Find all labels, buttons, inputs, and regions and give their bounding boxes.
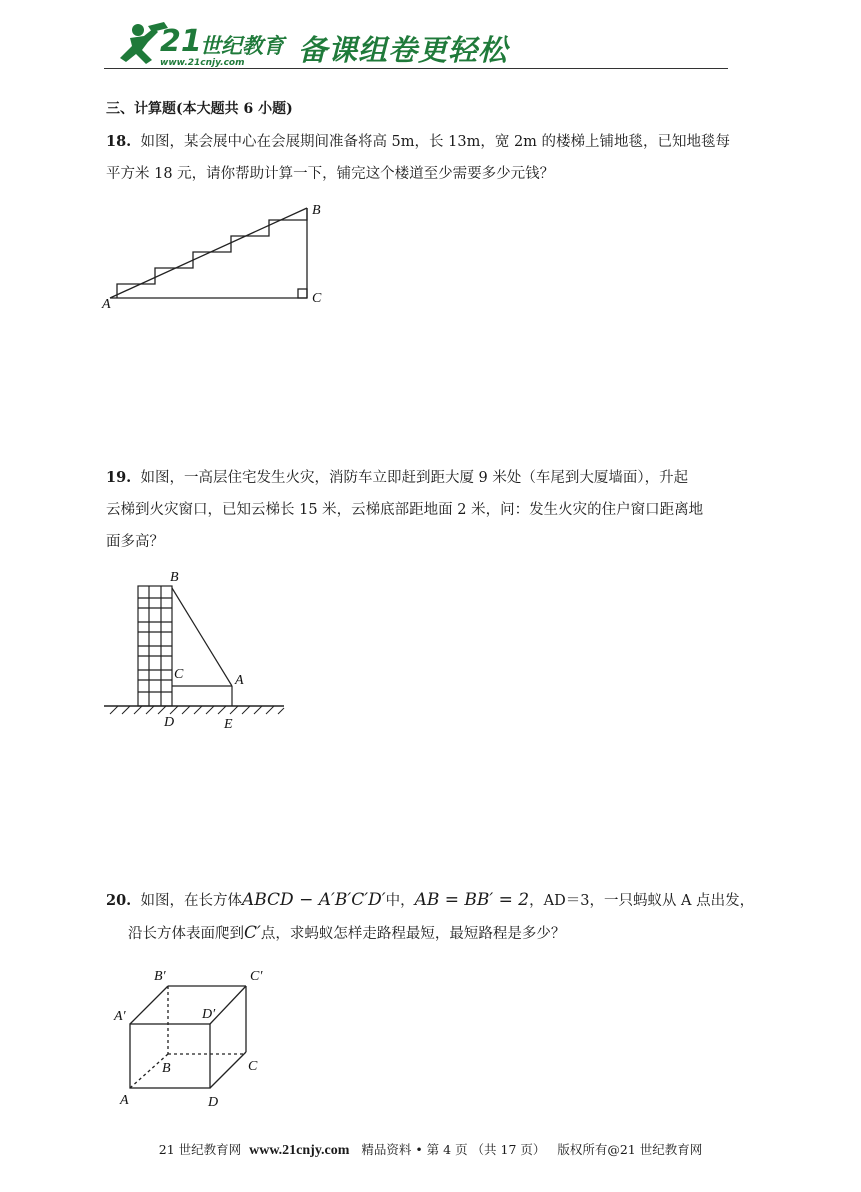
question-text: 点，求蚂蚁怎样走路程最短，最短路程是多少？ [260, 926, 566, 942]
edge-d1c1 [210, 986, 246, 1024]
question-text-line: 如图，一高层住宅发生火灾，消防车立即赶到距大厦 9 米处（车尾到大厦墙面），升起 [140, 470, 689, 486]
footer-copyright: 版权所有@21 世纪教育网 [557, 1142, 703, 1157]
edge-dc [210, 1052, 246, 1088]
hidden-edges [130, 986, 246, 1088]
question-text: 中， [385, 893, 415, 909]
staircase-figure [100, 196, 340, 316]
question-number: 20. [106, 892, 132, 909]
slogan: 备课组卷更轻松 [298, 33, 509, 67]
label-b-prime: B′ [154, 969, 166, 984]
label-a: A [235, 673, 244, 688]
footer-site: 21 世纪教育网 [158, 1142, 242, 1157]
section-title: 三、计算题(本大题共 6 小题) [106, 101, 293, 117]
question-number: 19. [106, 469, 132, 486]
question-text-line: 平方米 18 元，请你帮助计算一下，铺完这个楼道至少需要多少元钱？ [106, 166, 555, 182]
label-c: C [174, 667, 184, 682]
logo-number: 21 [160, 24, 202, 59]
logo-name: 世纪教育 [200, 34, 284, 58]
ground-hatching [110, 706, 284, 714]
label-b: B [170, 570, 179, 585]
header-logo [108, 20, 728, 72]
label-c-prime: C′ [250, 969, 263, 984]
question-text: 沿长方体表面爬到 [128, 926, 244, 942]
building-windows [138, 586, 172, 706]
label-e: E [224, 717, 233, 732]
label-a: A [120, 1093, 129, 1108]
page-footer [0, 1140, 861, 1159]
label-d: D [164, 715, 175, 730]
box-name: ABCD − A′B′C′D′ [241, 890, 386, 910]
cuboid-figure [112, 966, 282, 1114]
question-text: ，AD＝3，一只蚂蚁从 A 点出发， [529, 893, 755, 909]
label-a-prime: A′ [114, 1009, 126, 1024]
edge-equation: AB = BB′ = 2 [414, 890, 530, 910]
label-d-prime: D′ [202, 1007, 216, 1022]
label-c: C [312, 291, 322, 306]
question-18 [106, 126, 766, 190]
label-b: B [312, 203, 321, 218]
question-20 [106, 884, 786, 950]
question-text-line: 云梯到火灾窗口，已知云梯长 15 米，云梯底部距地面 2 米，问：发生火灾的住户窗口距离地 [106, 502, 704, 518]
footer-page-info: 精品资料 • 第 4 页 （共 17 页） [361, 1142, 546, 1157]
label-b: B [162, 1061, 171, 1076]
logo-url: www.21cnjy.com [160, 58, 245, 68]
header-divider [104, 68, 728, 69]
question-number: 18. [106, 133, 132, 150]
question-text-line: 如图，某会展中心在会展期间准备将高 5m，长 13m，宽 2m 的楼梯上铺地毯，已知地毯每 [140, 134, 731, 150]
label-a: A [102, 297, 111, 312]
point-c-prime: C′ [244, 923, 261, 943]
fire-ladder-figure [104, 568, 288, 734]
right-angle-mark [298, 289, 307, 298]
question-19 [106, 462, 776, 558]
slope-ab [110, 208, 307, 298]
label-d: D [208, 1095, 219, 1110]
question-text: 如图，在长方体 [140, 893, 242, 909]
edge-a1b1 [130, 986, 168, 1024]
question-text-line: 面多高？ [106, 534, 164, 550]
front-face [130, 1024, 210, 1088]
footer-url[interactable]: www.21cnjy.com [249, 1143, 350, 1158]
label-c: C [248, 1059, 258, 1074]
